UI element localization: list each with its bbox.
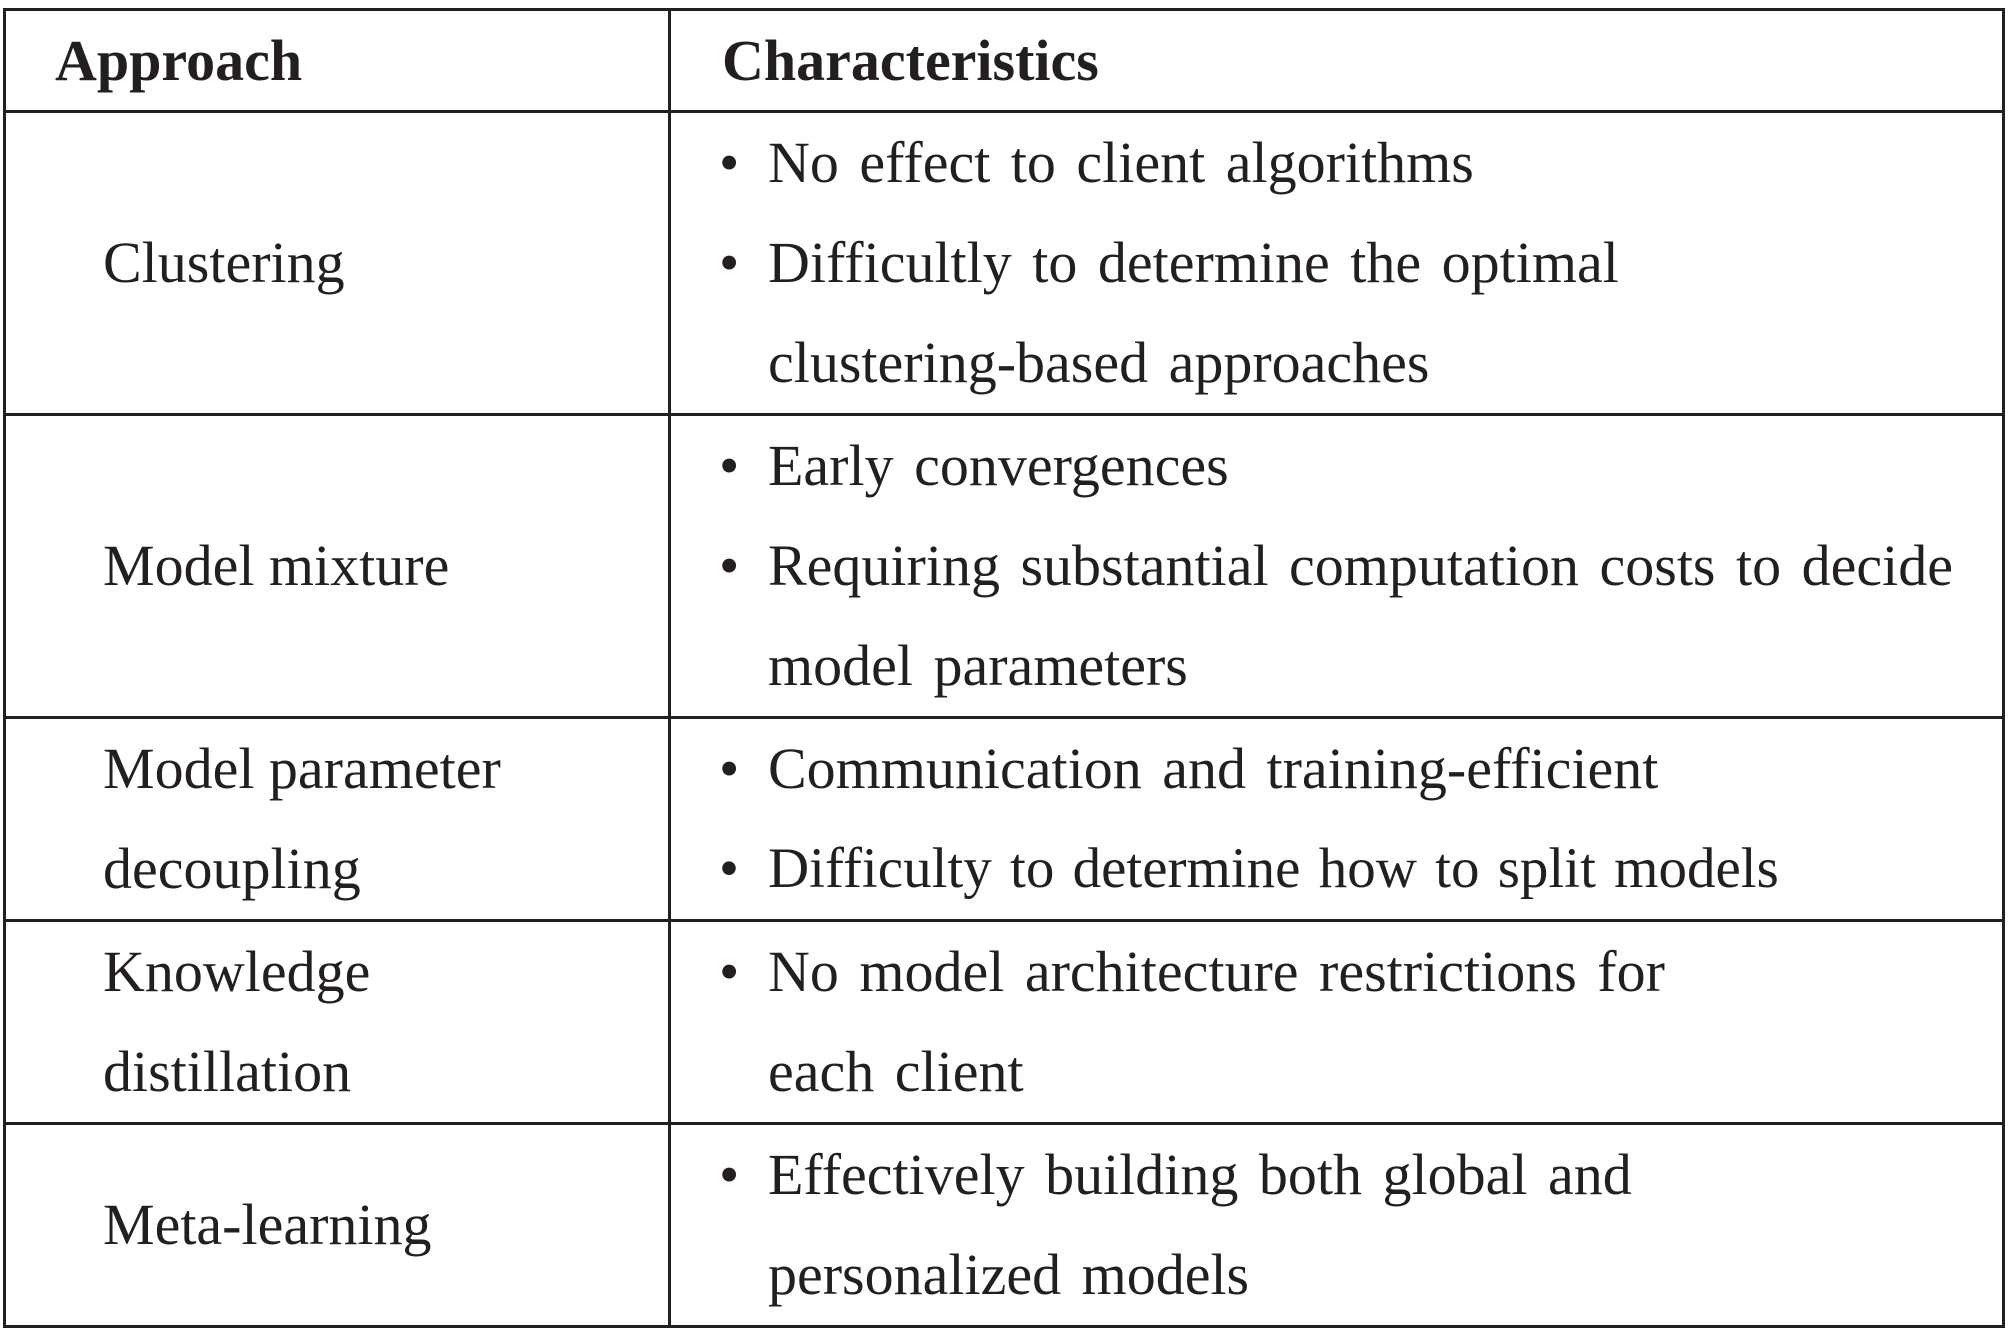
- bullet-dot: •: [719, 1142, 740, 1207]
- bullet-text: No model architecture restrictions for each client: [768, 939, 1665, 1104]
- characteristics-cell: [670, 112, 2004, 415]
- bullet-dot: •: [719, 939, 740, 1004]
- bullet-item: [719, 1125, 1668, 1325]
- approach-text: Model parameter decoupling: [103, 736, 501, 901]
- approach-cell: Meta-learning: [5, 1124, 670, 1327]
- header-row: [5, 10, 2004, 112]
- approach-cell: [5, 921, 670, 1124]
- bullet-dot: •: [719, 837, 739, 900]
- comparison-table: [3, 8, 2005, 1328]
- bullet-item: [719, 719, 1992, 819]
- header-characteristics: Characteristics: [670, 10, 2004, 112]
- bullet-item: [719, 516, 1958, 716]
- bullet-item: [719, 213, 1768, 413]
- approach-cell: Clustering: [5, 112, 670, 415]
- bullet-text: No effect to client algorithms: [768, 130, 1474, 195]
- approach-cell: [5, 718, 670, 921]
- bullet-text: Difficulty to determine how to split models: [768, 837, 1779, 900]
- characteristics-cell: [670, 415, 2004, 718]
- table-row: [5, 112, 2004, 415]
- bullet-text: Effectively building both global and personalized models: [768, 1142, 1632, 1307]
- header-approach: Approach: [5, 10, 670, 112]
- bullet-dot: •: [719, 736, 740, 801]
- approach-cell: Model mixture: [5, 415, 670, 718]
- bullet-text: Early convergences: [768, 433, 1229, 498]
- table-row: [5, 718, 2004, 921]
- table-row: [5, 921, 2004, 1124]
- bullet-item: [719, 416, 1992, 516]
- bullet-item: [719, 922, 1768, 1122]
- bullet-dot: •: [719, 433, 740, 498]
- characteristics-cell: [670, 1124, 2004, 1327]
- bullet-text: Difficultly to determine the optimal clustering-based approaches: [768, 230, 1619, 395]
- approach-text: Knowledge distillation: [103, 939, 371, 1104]
- characteristics-cell: [670, 718, 2004, 921]
- table-row: [5, 1124, 2004, 1327]
- bullet-dot: •: [719, 130, 740, 195]
- bullet-dot: •: [719, 230, 740, 295]
- bullet-item: [719, 819, 1992, 919]
- bullet-dot: •: [719, 533, 740, 598]
- bullet-item: [719, 113, 1992, 213]
- table-row: [5, 415, 2004, 718]
- bullet-text: Communication and training-efficient: [768, 736, 1659, 801]
- characteristics-cell: [670, 921, 2004, 1124]
- bullet-text: Requiring substantial computation costs to decide model parameters: [768, 533, 1953, 698]
